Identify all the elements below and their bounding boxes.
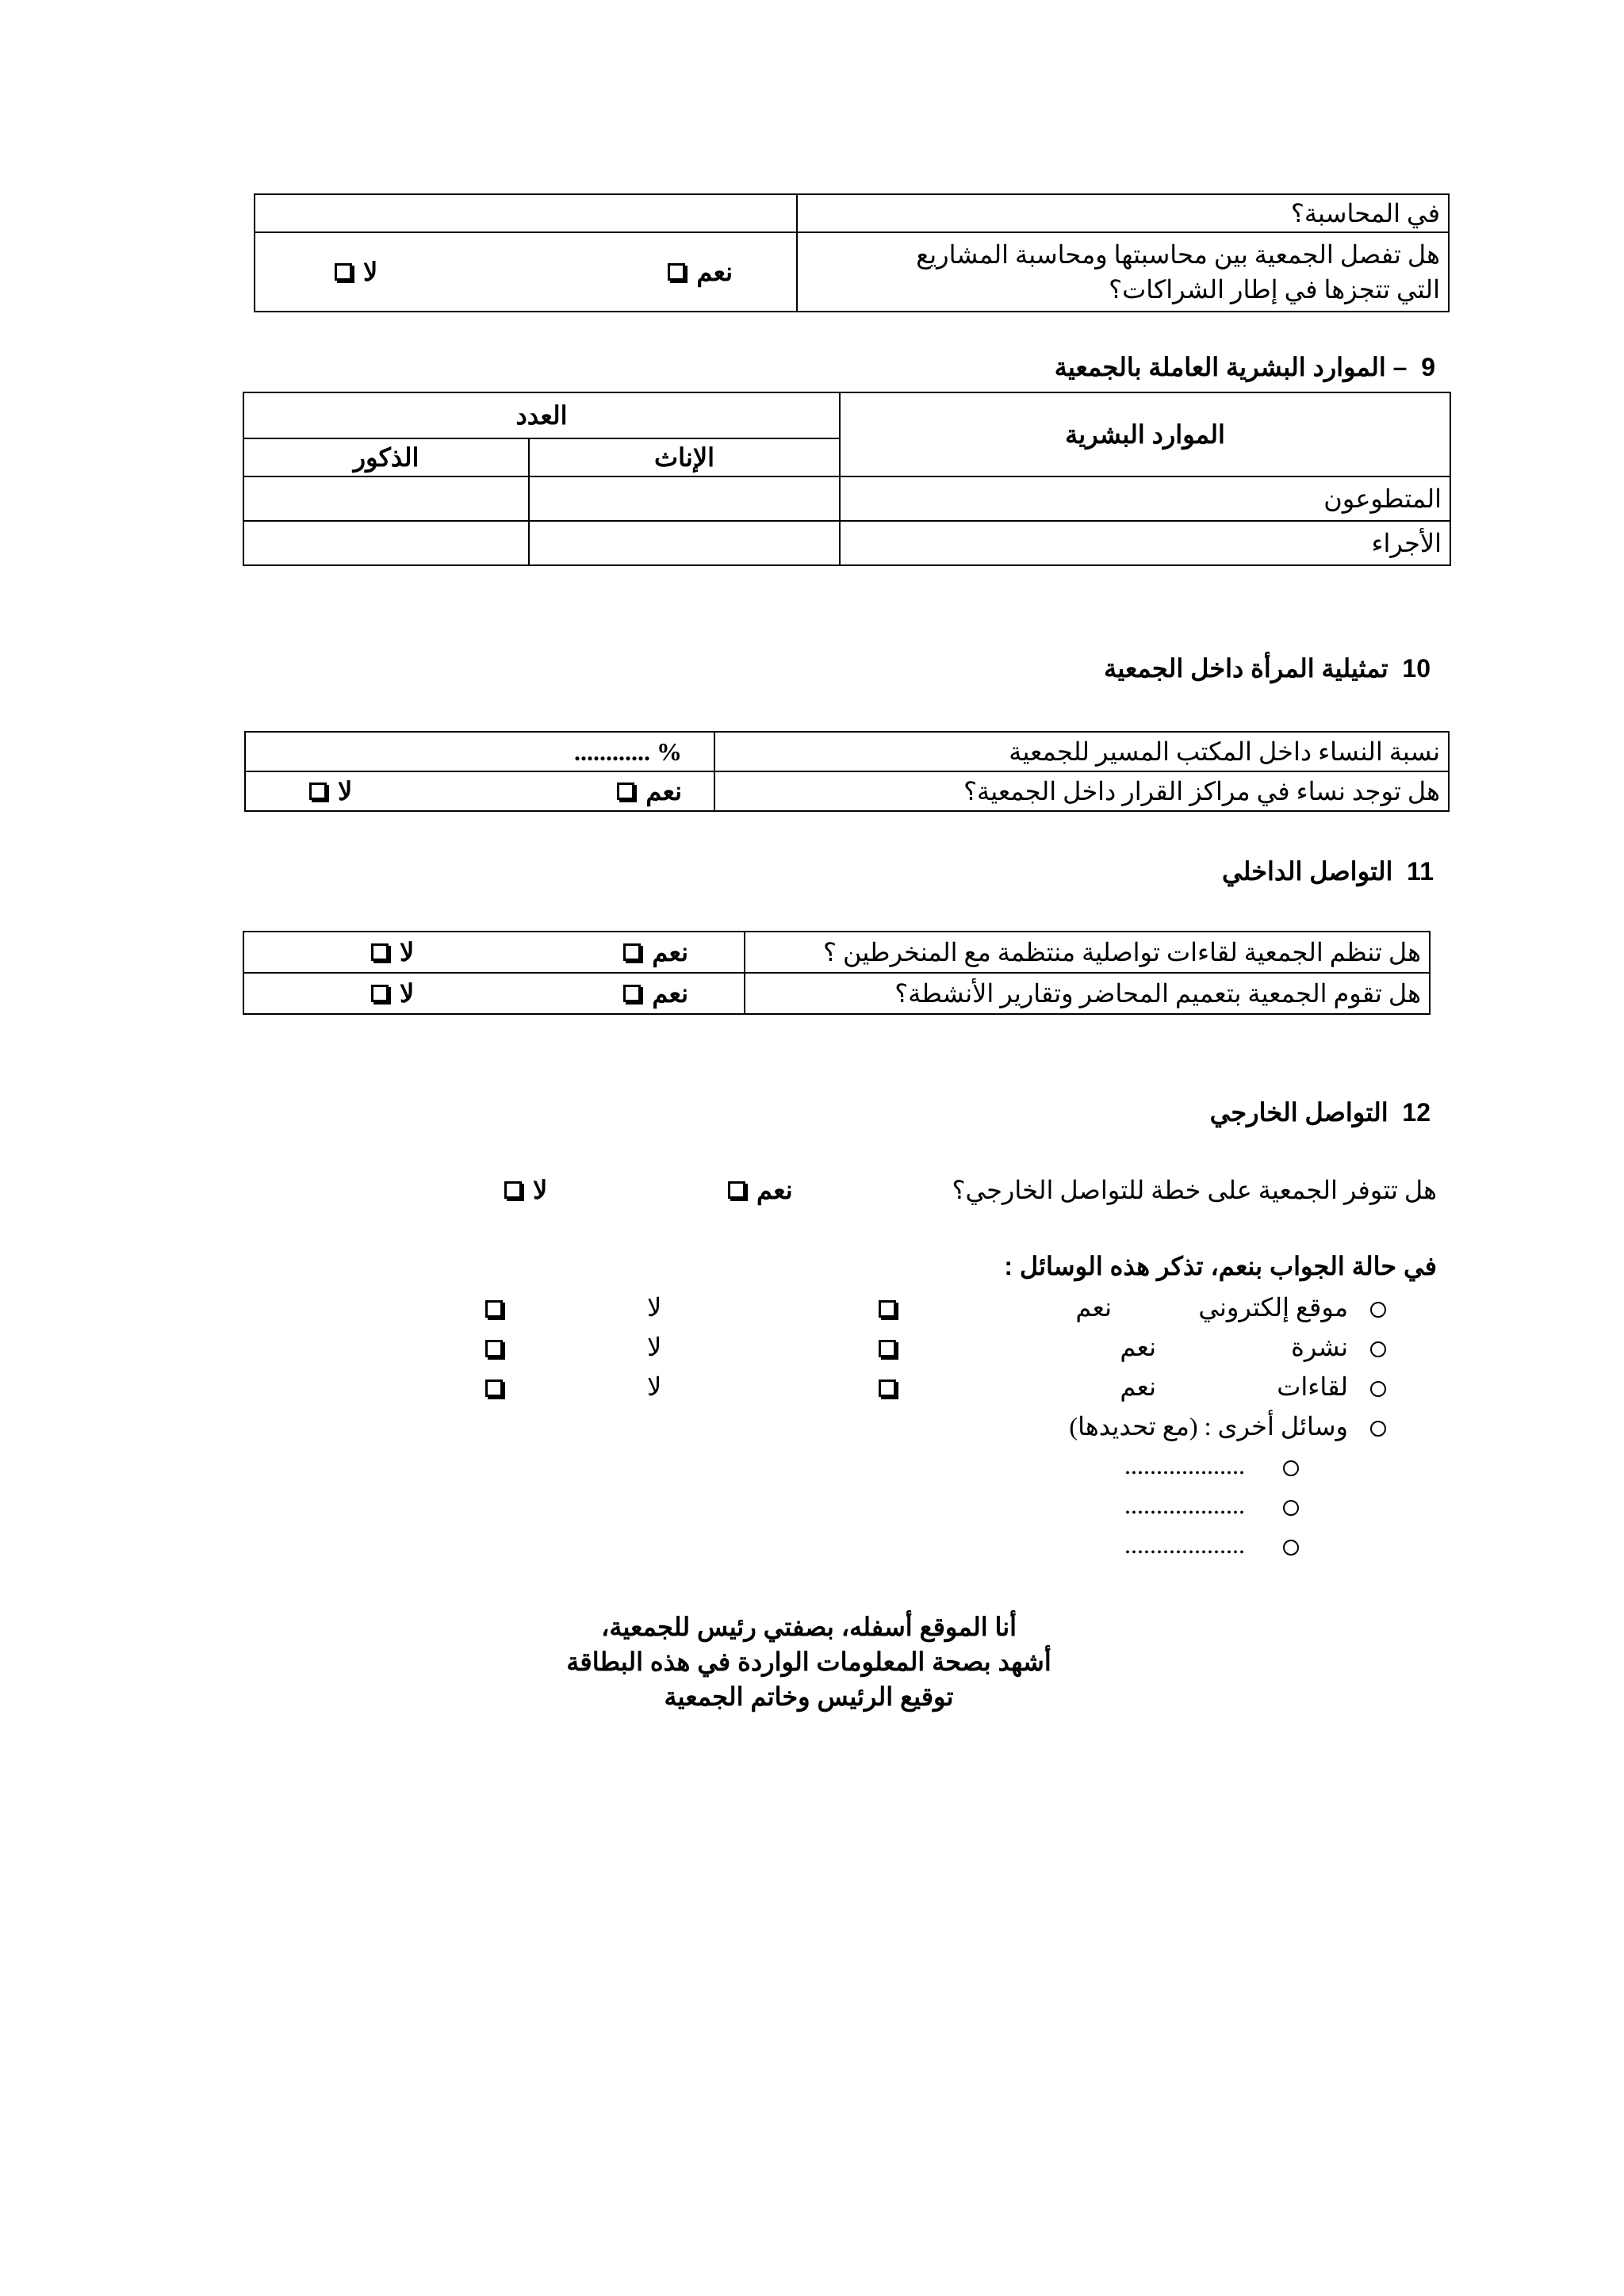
volunteers-females[interactable] [529, 476, 840, 521]
section-11-heading: 11 التواصل الداخلي [1222, 857, 1434, 886]
volunteers-label: المتطوعون [840, 476, 1450, 521]
checkbox-icon[interactable] [485, 1340, 503, 1357]
external-plan-yes[interactable]: نعم [728, 1175, 793, 1205]
internal-answer-1 [243, 932, 745, 973]
no-label: لا [647, 1372, 662, 1401]
means-item-other [1069, 1411, 1386, 1446]
checkbox-icon[interactable] [879, 1340, 896, 1357]
checkbox-icon[interactable] [371, 985, 389, 1002]
checkbox-icon[interactable] [309, 783, 327, 800]
accounting-question-1: في المحاسبة؟ [797, 194, 1449, 232]
other-means-line-2[interactable]: ................... [1124, 1490, 1299, 1525]
women-ratio-question: نسبة النساء داخل المكتب المسير للجمعية [714, 732, 1449, 771]
external-plan-question: هل تتوفر الجمعية على خطة للتواصل الخارجي؟ [952, 1176, 1437, 1204]
checkbox-icon[interactable] [728, 1181, 745, 1199]
checkbox-icon[interactable] [485, 1380, 503, 1397]
circle-bullet-icon [1370, 1302, 1386, 1318]
checkbox-icon[interactable] [617, 783, 634, 800]
means-label: موقع إلكتروني [1198, 1293, 1348, 1322]
females-header: الإناث [529, 438, 840, 476]
signature-line-2: أشهد بصحة المعلومات الواردة في هذه البطاقة [566, 1647, 1051, 1676]
no-option[interactable]: لا [371, 937, 414, 967]
no-option[interactable]: لا [335, 257, 377, 287]
means-item-newsletter [482, 1332, 1386, 1367]
yes-label: نعم [1075, 1293, 1112, 1322]
circle-bullet-icon [1370, 1381, 1386, 1397]
checkbox-icon[interactable] [623, 943, 641, 961]
accounting-question-2: هل تفصل الجمعية بين محاسبتها ومحاسبة المشاريع التي تتجزها في إطار الشراكات؟ [797, 232, 1449, 312]
count-header: العدد [243, 392, 840, 438]
accounting-answer-1 [255, 194, 797, 232]
women-ratio-value[interactable]: ............ % [245, 732, 714, 771]
males-header: الذكور [243, 438, 529, 476]
section-10-heading: 10 تمثيلية المرأة داخل الجمعية [1104, 654, 1431, 683]
section-9-heading: 9 – الموارد البشرية العاملة بالجمعية [1054, 353, 1435, 381]
employees-males[interactable] [243, 521, 529, 565]
checkbox-icon[interactable] [485, 1300, 503, 1318]
yes-option[interactable]: نعم [617, 776, 682, 806]
women-decision-answer [245, 771, 714, 811]
no-option[interactable]: لا [309, 776, 352, 806]
other-means-label: وسائل أخرى : (مع تحديدها) [1069, 1412, 1348, 1441]
resources-header: الموارد البشرية [840, 392, 1450, 476]
checkbox-icon[interactable] [668, 263, 685, 281]
internal-question-2: هل تقوم الجمعية بتعميم المحاضر وتقارير الأنشطة؟ [745, 973, 1430, 1014]
women-representation-table [244, 731, 1450, 812]
circle-bullet-icon [1283, 1460, 1299, 1476]
if-yes-label: في حالة الجواب بنعم، تذكر هذه الوسائل : [1004, 1252, 1437, 1280]
checkbox-icon[interactable] [879, 1300, 896, 1318]
means-label: نشرة [1291, 1333, 1348, 1361]
external-plan-no[interactable]: لا [504, 1175, 547, 1205]
volunteers-males[interactable] [243, 476, 529, 521]
other-means-line-3[interactable]: ................... [1124, 1530, 1299, 1565]
internal-communication-table [243, 931, 1431, 1015]
employees-label: الأجراء [840, 521, 1450, 565]
yes-label: نعم [1120, 1333, 1156, 1361]
circle-bullet-icon [1283, 1540, 1299, 1556]
signature-line-3: توقيع الرئيس وخاتم الجمعية [664, 1682, 954, 1711]
human-resources-table [243, 392, 1451, 566]
no-label: لا [647, 1293, 662, 1322]
checkbox-icon[interactable] [879, 1380, 896, 1397]
no-option[interactable]: لا [371, 978, 414, 1008]
yes-label: نعم [1120, 1372, 1156, 1401]
checkbox-icon[interactable] [335, 263, 352, 281]
signature-block [492, 1609, 1126, 1714]
checkbox-icon[interactable] [371, 943, 389, 961]
no-label: لا [647, 1333, 662, 1361]
women-decision-question: هل توجد نساء في مراكز القرار داخل الجمعية؟ [714, 771, 1449, 811]
employees-females[interactable] [529, 521, 840, 565]
yes-option[interactable]: نعم [623, 937, 688, 967]
internal-answer-2 [243, 973, 745, 1014]
checkbox-icon[interactable] [504, 1181, 522, 1199]
means-item-meetings [482, 1372, 1386, 1406]
circle-bullet-icon [1370, 1421, 1386, 1437]
section-12-heading: 12 التواصل الخارجي [1209, 1098, 1431, 1127]
accounting-table [254, 193, 1450, 312]
yes-option[interactable]: نعم [623, 978, 688, 1008]
yes-option[interactable]: نعم [668, 257, 733, 287]
circle-bullet-icon [1283, 1500, 1299, 1516]
checkbox-icon[interactable] [623, 985, 641, 1002]
means-label: لقاءات [1277, 1372, 1348, 1401]
signature-line-1: أنا الموقع أسفله، بصفتي رئيس للجمعية، [600, 1613, 1017, 1641]
internal-question-1: هل تنظم الجمعية لقاءات تواصلية منتظمة مع المنخرطين ؟ [745, 932, 1430, 973]
circle-bullet-icon [1370, 1341, 1386, 1357]
other-means-line-1[interactable]: ................... [1124, 1451, 1299, 1486]
means-item-website [482, 1292, 1386, 1327]
accounting-answer-2 [255, 232, 797, 312]
